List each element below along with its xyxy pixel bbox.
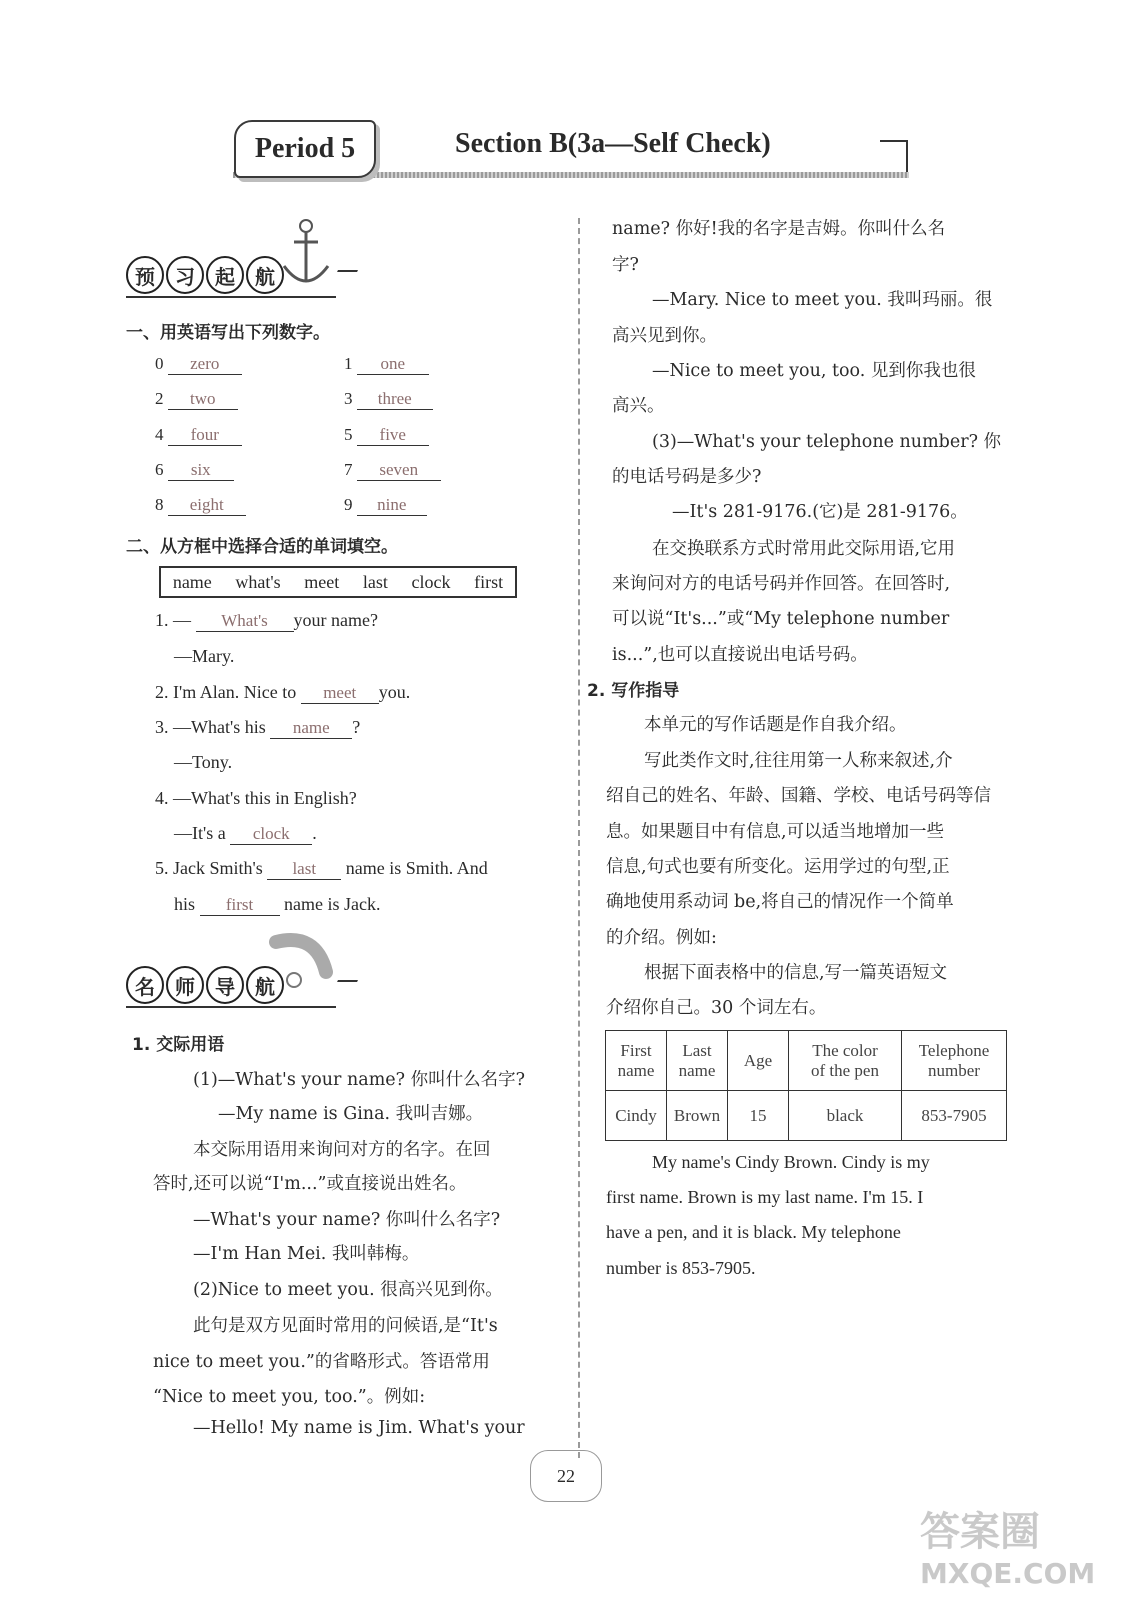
right-line: (3)—What's your telephone number? 你 xyxy=(652,432,1002,452)
guide-line: —My name is Gina. 我叫吉娜。 xyxy=(218,1104,484,1124)
word-option: what's xyxy=(235,571,281,592)
info-table xyxy=(605,1030,1007,1141)
sentence-4: 4. —What's this in English? xyxy=(155,788,357,808)
right-line: —Mary. Nice to meet you. 我叫玛丽。很 xyxy=(652,290,993,310)
telescope-icon xyxy=(266,932,336,1002)
banner-preview xyxy=(126,252,346,300)
guide-heading-2: 2. 写作指导 xyxy=(587,681,680,701)
table-header: Telephone number xyxy=(902,1031,1007,1091)
right-line: 绍自己的姓名、年龄、国籍、学校、电话号码等信 xyxy=(606,786,991,806)
answer-blank: four xyxy=(168,425,242,446)
number-item: 0 zero xyxy=(155,354,242,375)
sentence-2: 2. I'm Alan. Nice to meet you. xyxy=(155,682,411,702)
example-line: number is 853-7905. xyxy=(606,1258,756,1278)
right-line: 高兴见到你。 xyxy=(612,326,717,346)
banner-teacher-guide xyxy=(126,962,346,1010)
sentence-5: 5. Jack Smith's last name is Smith. And xyxy=(155,858,488,878)
sentence-1-reply: —Mary. xyxy=(174,646,235,666)
word-option: name xyxy=(172,571,212,592)
answer-blank: five xyxy=(357,425,429,446)
period-label: Period 5 xyxy=(234,120,376,178)
sentence-3-reply: —Tony. xyxy=(174,752,233,772)
answer-blank: two xyxy=(168,389,238,410)
number-item: 6 six xyxy=(155,460,234,481)
table-cell: 15 xyxy=(728,1091,789,1141)
table-cell: 853-7905 xyxy=(902,1091,1007,1141)
word-option: last xyxy=(362,571,388,592)
question-2-title: 二、从方框中选择合适的单词填空。 xyxy=(126,537,398,557)
banner-char: 预 xyxy=(126,256,164,294)
answer-blank: clock xyxy=(230,824,312,845)
answer-blank: last xyxy=(267,859,341,880)
word-box xyxy=(159,566,517,598)
right-line: 息。如果题目中有信息,可以适当地增加一些 xyxy=(606,822,945,842)
guide-line: —I'm Han Mei. 我叫韩梅。 xyxy=(193,1244,420,1264)
guide-line: 此句是双方见面时常用的问候语,是“It's xyxy=(193,1316,498,1336)
banner-char: 师 xyxy=(166,966,204,1004)
banner-char: 航 xyxy=(246,966,284,1004)
number-item: 2 two xyxy=(155,389,238,410)
answer-blank: nine xyxy=(357,495,427,516)
number-item: 3 three xyxy=(344,389,433,410)
answer-blank: zero xyxy=(168,354,242,375)
guide-line: 本交际用语用来询问对方的名字。在回 xyxy=(193,1140,491,1160)
right-line: 可以说“It's...”或“My telephone number xyxy=(612,609,950,629)
answer-blank: one xyxy=(357,354,429,375)
header-corner xyxy=(880,140,908,172)
guide-heading-1: 1. 交际用语 xyxy=(132,1035,225,1055)
answer-blank: eight xyxy=(168,495,246,516)
answer-blank: six xyxy=(168,460,234,481)
banner-char: 航 xyxy=(246,256,284,294)
right-line: name? 你好!我的名字是吉姆。你叫什么名 xyxy=(612,219,946,239)
table-cell: Brown xyxy=(667,1091,728,1141)
right-line: 确地使用系动词 be,将自己的情况作一个简单 xyxy=(606,892,954,912)
word-option: meet xyxy=(304,571,340,592)
right-line: 根据下面表格中的信息,写一篇英语短文 xyxy=(644,963,948,983)
table-cell: black xyxy=(789,1091,902,1141)
right-line: —It's 281-9176.(它)是 281-9176。 xyxy=(672,502,968,522)
right-line: 在交换联系方式时常用此交际用语,它用 xyxy=(652,539,956,559)
guide-line: nice to meet you.”的省略形式。答语常用 xyxy=(153,1352,490,1372)
answer-blank: three xyxy=(357,389,433,410)
right-line: 本单元的写作话题是作自我介绍。 xyxy=(644,715,907,735)
example-line: first name. Brown is my last name. I'm 15. I xyxy=(606,1187,924,1207)
answer-blank: name xyxy=(270,718,352,739)
number-item: 7 seven xyxy=(344,460,441,481)
right-line: 的介绍。例如: xyxy=(606,928,717,948)
right-line: —Nice to meet you, too. 见到你我也很 xyxy=(652,361,976,381)
table-header: Age xyxy=(728,1031,789,1091)
right-line: is...”,也可以直接说出电话号码。 xyxy=(612,645,868,665)
example-line: have a pen, and it is black. My telephone xyxy=(606,1222,901,1242)
number-item: 5 five xyxy=(344,425,429,446)
table-header: Last name xyxy=(667,1031,728,1091)
sentence-5-cont: his first name is Jack. xyxy=(174,894,381,914)
right-line: 的电话号码是多少? xyxy=(612,467,762,487)
right-line: 信息,句式也要有所变化。运用学过的句型,正 xyxy=(606,857,950,877)
guide-line: 答时,还可以说“I'm...”或直接说出姓名。 xyxy=(153,1174,467,1194)
anchor-icon xyxy=(276,216,336,296)
right-line: 来询问对方的电话号码并作回答。在回答时, xyxy=(612,574,951,594)
table-cell: Cindy xyxy=(606,1091,667,1141)
answer-blank: meet xyxy=(301,683,379,704)
guide-line: —Hello! My name is Jim. What's your xyxy=(193,1418,525,1438)
guide-line: (1)—What's your name? 你叫什么名字? xyxy=(193,1070,525,1090)
sentence-4-reply: —It's a clock . xyxy=(174,823,317,843)
question-1-title: 一、用英语写出下列数字。 xyxy=(126,323,330,343)
banner-char: 名 xyxy=(126,966,164,1004)
word-option: clock xyxy=(411,571,451,592)
number-item: 4 four xyxy=(155,425,242,446)
answer-blank: first xyxy=(200,895,280,916)
table-header: The color of the pen xyxy=(789,1031,902,1091)
right-line: 高兴。 xyxy=(612,396,665,416)
right-line: 写此类作文时,往往用第一人称来叙述,介 xyxy=(644,751,953,771)
number-item: 9 nine xyxy=(344,495,427,516)
guide-line: (2)Nice to meet you. 很高兴见到你。 xyxy=(193,1280,503,1300)
word-option: first xyxy=(474,571,504,592)
guide-line: —What's your name? 你叫什么名字? xyxy=(193,1210,501,1230)
answer-blank: seven xyxy=(357,460,441,481)
number-item: 8 eight xyxy=(155,495,246,516)
banner-char: 导 xyxy=(206,966,244,1004)
right-line: 字? xyxy=(612,255,639,275)
banner-char: 习 xyxy=(166,256,204,294)
column-divider xyxy=(578,218,580,1458)
sentence-3: 3. —What's his name ? xyxy=(155,717,361,737)
banner-char: 起 xyxy=(206,256,244,294)
number-item: 1 one xyxy=(344,354,429,375)
watermark-logo: 答案圈 MXQE.COM xyxy=(920,1509,1096,1590)
sentence-1: 1. — What's your name? xyxy=(155,610,378,630)
page-number: 22 xyxy=(530,1450,602,1502)
answer-blank: What's xyxy=(196,611,294,632)
example-line: My name's Cindy Brown. Cindy is my xyxy=(652,1152,930,1172)
table-header: First name xyxy=(606,1031,667,1091)
right-line: 介绍你自己。30 个词左右。 xyxy=(606,998,827,1018)
section-title: Section B(3a—Self Check) xyxy=(455,128,771,159)
guide-line: “Nice to meet you, too.”。例如: xyxy=(153,1387,426,1407)
